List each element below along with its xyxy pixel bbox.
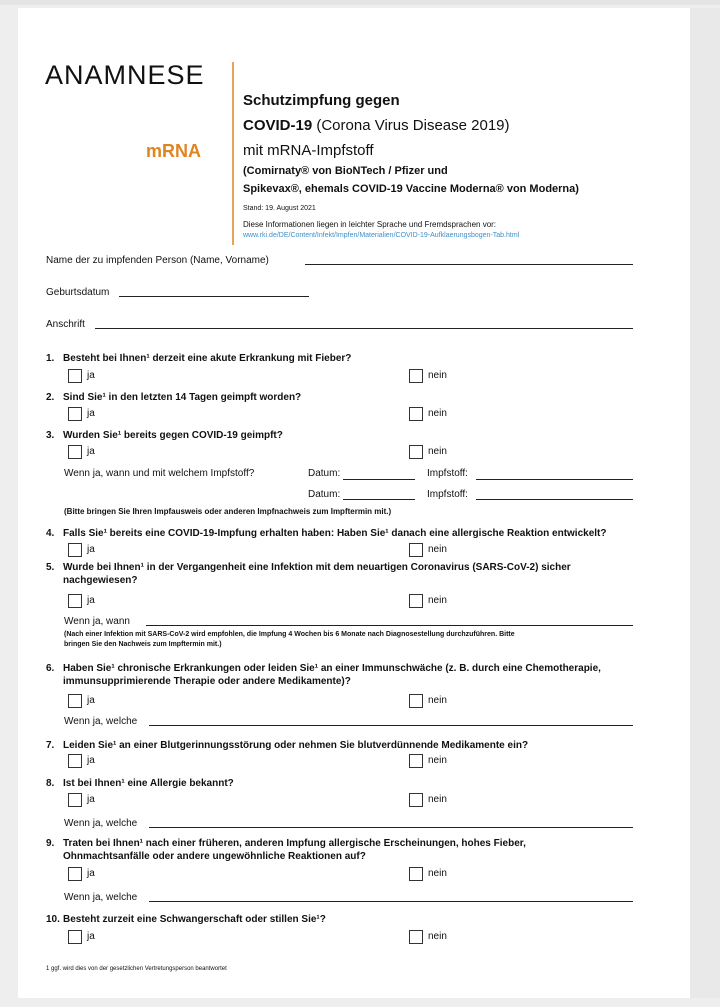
header-line-3: mit mRNA-Impfstoff <box>243 142 374 159</box>
q5-note-1: (Nach einer Infektion mit SARS-CoV-2 wird empfohlen, die Impfung 4 Wochen bis 6 Monate nach Diagnosestellung durchzuführen. Bitte <box>64 631 515 638</box>
q8-yes-label: ja <box>87 794 95 805</box>
name-label: Name der zu impfenden Person (Name, Vorname) <box>46 255 269 266</box>
q3-no-label: nein <box>428 446 447 457</box>
q3-vaccine-label-1: Impfstoff: <box>427 468 468 479</box>
question-8: 8. Ist bei Ihnen¹ eine Allergie bekannt? <box>46 778 234 789</box>
q3-no-checkbox[interactable] <box>409 445 423 459</box>
form-title: ANAMNESE <box>45 60 205 90</box>
q10-no-label: nein <box>428 931 447 942</box>
q3-yes-label: ja <box>87 446 95 457</box>
q7-no-checkbox[interactable] <box>409 754 423 768</box>
q3-date-label-2: Datum: <box>308 489 341 500</box>
q3-date-label-1: Datum: <box>308 468 341 479</box>
mrna-badge: mRNA <box>146 141 202 161</box>
q3-when-label: Wenn ja, wann und mit welchem Impfstoff? <box>64 468 255 479</box>
q6-which-field[interactable] <box>149 725 633 726</box>
q9-yes-label: ja <box>87 868 95 879</box>
question-7: 7. Leiden Sie¹ an einer Blutgerinnungsstörung oder nehmen Sie blutverdünnende Medikamente ein? <box>46 740 529 751</box>
question-3: 3. Wurden Sie¹ bereits gegen COVID-19 geimpft? <box>46 430 283 441</box>
q5-no-label: nein <box>428 595 447 606</box>
q5-yes-label: ja <box>87 595 95 606</box>
language-info: Diese Informationen liegen in leichter Sprache und Fremdsprachen vor: <box>243 220 497 229</box>
q2-no-checkbox[interactable] <box>409 407 423 421</box>
q8-no-checkbox[interactable] <box>409 793 423 807</box>
question-9-cont: Ohnmachtsanfälle oder andere ungewöhnliche Reaktionen auf? <box>63 851 366 862</box>
q5-when-label: Wenn ja, wann <box>64 616 130 627</box>
question-5-cont: nachgewiesen? <box>63 575 138 586</box>
q9-which-field[interactable] <box>149 901 633 902</box>
stand-date: Stand: 19. August 2021 <box>243 205 316 212</box>
q3-date-field-1[interactable] <box>343 479 415 480</box>
q1-no-checkbox[interactable] <box>409 369 423 383</box>
q6-yes-checkbox[interactable] <box>68 694 82 708</box>
q8-yes-checkbox[interactable] <box>68 793 82 807</box>
q2-yes-label: ja <box>87 408 95 419</box>
address-label: Anschrift <box>46 319 85 330</box>
form-page <box>18 8 690 998</box>
window-top-strip <box>0 0 720 5</box>
q6-no-checkbox[interactable] <box>409 694 423 708</box>
q4-no-checkbox[interactable] <box>409 543 423 557</box>
q3-vaccine-label-2: Impfstoff: <box>427 489 468 500</box>
q10-yes-checkbox[interactable] <box>68 930 82 944</box>
question-10: 10. Besteht zurzeit eine Schwangerschaft oder stillen Sie¹? <box>46 914 326 925</box>
q10-yes-label: ja <box>87 931 95 942</box>
q9-yes-checkbox[interactable] <box>68 867 82 881</box>
q2-no-label: nein <box>428 408 447 419</box>
q6-yes-label: ja <box>87 695 95 706</box>
q5-no-checkbox[interactable] <box>409 594 423 608</box>
q7-no-label: nein <box>428 755 447 766</box>
q9-no-label: nein <box>428 868 447 879</box>
question-6-cont: immunsupprimierende Therapie oder andere Medikamente)? <box>63 676 351 687</box>
header-line-1: Schutzimpfung gegen <box>243 92 400 109</box>
question-4: 4. Falls Sie¹ bereits eine COVID-19-Impfung erhalten haben: Haben Sie¹ danach eine allergische Reaktion entwickelt? <box>46 528 607 539</box>
viewer-side-panel <box>690 8 720 998</box>
q5-note-2: bringen Sie den Nachweis zum Impftermin mit.) <box>64 641 222 648</box>
q4-no-label: nein <box>428 544 447 555</box>
q8-no-label: nein <box>428 794 447 805</box>
q7-yes-label: ja <box>87 755 95 766</box>
q1-yes-checkbox[interactable] <box>68 369 82 383</box>
q3-vaccine-field-1[interactable] <box>476 479 633 480</box>
q3-date-field-2[interactable] <box>343 499 415 500</box>
address-field[interactable] <box>95 328 633 329</box>
q3-vaccine-field-2[interactable] <box>476 499 633 500</box>
q5-when-field[interactable] <box>146 625 633 626</box>
question-2: 2. Sind Sie¹ in den letzten 14 Tagen geimpft worden? <box>46 392 302 403</box>
question-6: 6. Haben Sie¹ chronische Erkrankungen oder leiden Sie¹ an einer Immunschwäche (z. B. durch eine Chemotherapie, <box>46 663 601 674</box>
question-1: 1. Besteht bei Ihnen¹ derzeit eine akute Erkrankung mit Fieber? <box>46 353 352 364</box>
q3-yes-checkbox[interactable] <box>68 445 82 459</box>
q1-no-label: nein <box>428 370 447 381</box>
question-5: 5. Wurde bei Ihnen¹ in der Vergangenheit eine Infektion mit dem neuartigen Coronavirus (SARS-CoV-2) sicher <box>46 562 571 573</box>
q9-which-label: Wenn ja, welche <box>64 892 138 903</box>
q10-no-checkbox[interactable] <box>409 930 423 944</box>
q6-which-label: Wenn ja, welche <box>64 716 138 727</box>
q4-yes-label: ja <box>87 544 95 555</box>
q6-no-label: nein <box>428 695 447 706</box>
birthdate-field[interactable] <box>119 296 309 297</box>
header-line-4: (Comirnaty® von BioNTech / Pfizer und <box>243 165 448 177</box>
q9-no-checkbox[interactable] <box>409 867 423 881</box>
question-9: 9. Traten bei Ihnen¹ nach einer früheren, anderen Impfung allergische Erscheinungen, hohes Fieber, <box>46 838 526 849</box>
q4-yes-checkbox[interactable] <box>68 543 82 557</box>
q3-note: (Bitte bringen Sie Ihren Impfausweis oder anderen Impfnachweis zum Impftermin mit.) <box>64 507 392 516</box>
header-divider <box>232 62 234 245</box>
q5-yes-checkbox[interactable] <box>68 594 82 608</box>
q8-which-field[interactable] <box>149 827 633 828</box>
name-field[interactable] <box>305 264 633 265</box>
q7-yes-checkbox[interactable] <box>68 754 82 768</box>
footnote: 1 ggf. wird dies von der gesetzlichen Vertretungsperson beantwortet <box>46 966 227 972</box>
q8-which-label: Wenn ja, welche <box>64 818 138 829</box>
rki-link[interactable]: www.rki.de/DE/Content/Infekt/Impfen/Materialien/COVID-19-Aufklaerungsbogen-Tab.html <box>243 232 520 239</box>
q1-yes-label: ja <box>87 370 95 381</box>
header-line-5: Spikevax®, ehemals COVID-19 Vaccine Moderna® von Moderna) <box>243 183 579 195</box>
header-line-2: COVID-19 (Corona Virus Disease 2019) <box>243 117 510 134</box>
q2-yes-checkbox[interactable] <box>68 407 82 421</box>
birthdate-label: Geburtsdatum <box>46 287 110 298</box>
